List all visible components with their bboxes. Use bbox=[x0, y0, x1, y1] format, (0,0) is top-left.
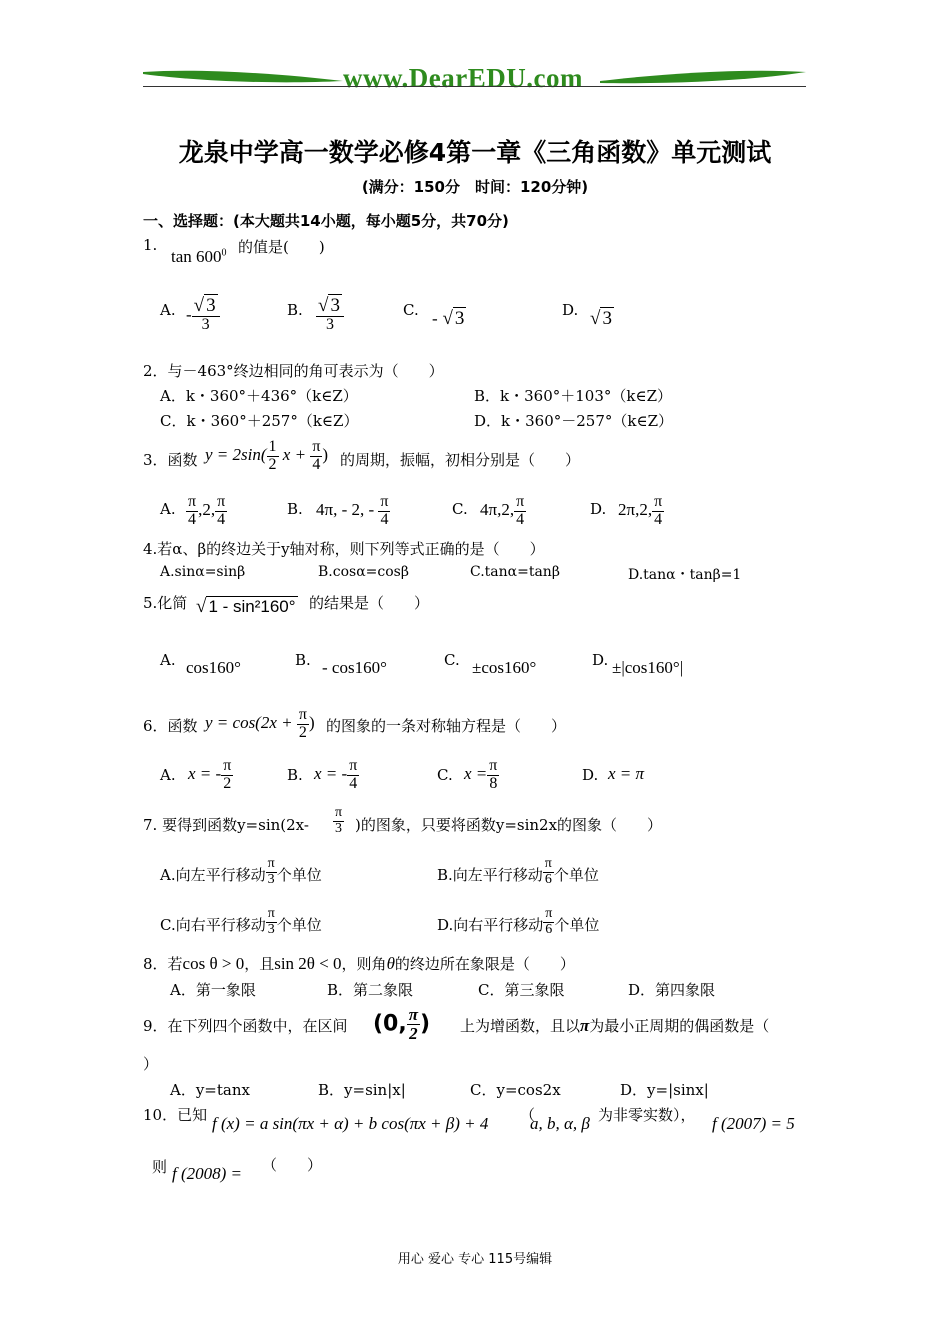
q5-option-a-label: A. bbox=[160, 651, 176, 669]
header-left-swoosh bbox=[143, 64, 343, 88]
page-title: 龙泉中学高一数学必修4第一章《三角函数》单元测试 bbox=[178, 138, 772, 167]
q3-function: y = 2sin( $\frac{1}{2}$ x + $\frac{\pi}{4}$ ) bbox=[205, 438, 329, 473]
q9-close-paren: ） bbox=[143, 1055, 159, 1073]
q9-option-c: C．y=cos2x bbox=[470, 1081, 561, 1099]
q7-prefix: 7. 要得到函数y=sin(2x- bbox=[143, 816, 309, 834]
q2-option-d: D．k・360°－257°（k∈Z） bbox=[474, 412, 673, 430]
q5-option-c-label: C. bbox=[444, 651, 460, 669]
q10-condition: 为非零实数）， bbox=[598, 1106, 696, 1124]
q5-option-c-value: ±cos160° bbox=[472, 658, 537, 677]
q3-option-b-value: 4π, - 2, - $\frac{\pi}{4}$ bbox=[316, 493, 389, 528]
q6-prefix: 6．函数 bbox=[143, 717, 198, 735]
q1-option-b-label: B. bbox=[287, 301, 303, 319]
q1-option-c-value: - √ 3 bbox=[432, 308, 465, 329]
q6-option-b-value: x = - $\frac{\pi}{4}$ bbox=[314, 757, 358, 792]
q10-variables: a, b, α, β bbox=[530, 1114, 590, 1133]
q3-prefix: 3．函数 bbox=[143, 451, 198, 469]
q1-option-b-value: $\frac{√ 3}{3}$ bbox=[316, 296, 344, 334]
header-rule bbox=[143, 86, 806, 87]
q3-option-d-value: 2π,2, $\frac{\pi}{4}$ bbox=[618, 493, 663, 528]
q1-option-a-label: A. bbox=[160, 301, 176, 319]
q5-radical: √ 1 - sin²160° bbox=[196, 596, 296, 617]
q3-suffix: 的周期，振幅，初相分别是（ ） bbox=[340, 451, 581, 469]
q1-stem: 的值是( ) bbox=[238, 238, 325, 256]
q3-option-a-label: A. bbox=[160, 500, 176, 518]
q1-number: 1. bbox=[143, 236, 158, 254]
q6-option-c-label: C. bbox=[437, 766, 453, 784]
q10-prefix: 10．已知 bbox=[143, 1106, 208, 1124]
q3-option-a-value: $\frac{\pi}{4}$ ,2, $\frac{\pi}{4}$ bbox=[188, 493, 226, 528]
q9-option-d: D．y=|sinx| bbox=[620, 1081, 709, 1099]
header-right-swoosh bbox=[600, 64, 806, 88]
q10-blank: （ ） bbox=[262, 1156, 323, 1174]
q6-option-d-label: D. bbox=[582, 766, 599, 784]
q1-option-c-label: C. bbox=[403, 301, 419, 319]
q4-option-a: A.sinα=sinβ bbox=[160, 564, 246, 580]
q10-function: f (x) = a sin(πx + α) + b cos(πx + β) + 4 bbox=[212, 1114, 489, 1133]
q2-option-c: C．k・360°＋257°（k∈Z） bbox=[160, 412, 359, 430]
q2-option-b: B．k・360°＋103°（k∈Z） bbox=[474, 387, 672, 405]
q5-option-d-label: D. bbox=[592, 651, 609, 669]
q6-option-a-label: A. bbox=[160, 766, 176, 784]
q10-ask: f (2008) = bbox=[172, 1164, 243, 1183]
q8-option-c: C．第三象限 bbox=[478, 981, 565, 999]
q6-option-b-label: B. bbox=[287, 766, 303, 784]
q10-paren-open: （ bbox=[520, 1106, 536, 1124]
q5-option-a-value: cos160° bbox=[186, 658, 241, 677]
q8-option-b: B．第二象限 bbox=[327, 981, 414, 999]
q5-option-b-label: B. bbox=[295, 651, 311, 669]
q2-option-a: A．k・360°＋436°（k∈Z） bbox=[160, 387, 358, 405]
q6-option-a-value: x = - $\frac{\pi}{2}$ bbox=[188, 757, 232, 792]
q8-option-d: D．第四象限 bbox=[628, 981, 716, 999]
q6-option-c-value: x = $\frac{\pi}{8}$ bbox=[464, 757, 498, 792]
q2-stem: 2．与－463°终边相同的角可表示为（ ） bbox=[143, 362, 444, 380]
page-footer: 用心 爱心 专心 115号编辑 bbox=[397, 1252, 553, 1267]
q6-option-d-value: x = π bbox=[608, 764, 645, 783]
q9-interval: (0, $\frac{\pi}{2}$ ) bbox=[373, 1005, 431, 1043]
q7-option-c: C.向右平行移动 $\frac{\pi}{3}$ 个单位 bbox=[160, 905, 322, 937]
q4-option-c: C.tanα=tanβ bbox=[470, 564, 560, 580]
q1-expression: $\tan 600^0$ bbox=[171, 247, 227, 266]
q5-suffix: 的结果是（ ） bbox=[309, 594, 430, 612]
q9-prefix: 9．在下列四个函数中，在区间 bbox=[143, 1017, 348, 1035]
q1-option-a-value: - $\frac{√ 3}{3}$ bbox=[186, 296, 220, 334]
q7-option-b: B.向左平行移动 $\frac{\pi}{6}$ 个单位 bbox=[437, 855, 599, 887]
q5-prefix: 5.化简 bbox=[143, 594, 188, 612]
q8-option-a: A．第一象限 bbox=[170, 981, 256, 999]
q7-option-d: D.向右平行移动 $\frac{\pi}{6}$ 个单位 bbox=[437, 905, 600, 937]
q10-given: f (2007) = 5 bbox=[712, 1114, 795, 1133]
page-subtitle: (满分：150分 时间：120分钟) bbox=[361, 178, 589, 196]
section-heading: 一、选择题：(本大题共14小题，每小题5分，共70分) bbox=[143, 212, 509, 230]
q9-option-a: A．y=tanx bbox=[170, 1081, 250, 1099]
q6-suffix: 的图象的一条对称轴方程是（ ） bbox=[326, 717, 567, 735]
q5-option-d-value: ±|cos160°| bbox=[612, 658, 684, 677]
q4-stem: 4.若α、β的终边关于y轴对称，则下列等式正确的是（ ） bbox=[143, 540, 545, 558]
q3-option-b-label: B. bbox=[287, 500, 303, 518]
q7-suffix: )的图象，只要将函数y=sin2x的图象（ ） bbox=[355, 816, 663, 834]
q7-fraction: $\frac{\pi}{3}$ bbox=[335, 805, 343, 836]
q3-option-c-label: C. bbox=[452, 500, 468, 518]
q10-then: 则 bbox=[152, 1158, 168, 1176]
q9-option-b: B．y=sin|x| bbox=[318, 1081, 406, 1099]
q5-option-b-value: - cos160° bbox=[322, 658, 387, 677]
q1-option-d-value: √ 3 bbox=[590, 308, 612, 329]
q4-option-d: D.tanα・tanβ=1 bbox=[628, 567, 742, 583]
q4-option-b: B.cosα=cosβ bbox=[318, 564, 409, 580]
site-logo: www.DearEDU.com bbox=[343, 63, 583, 93]
q1-option-d-label: D. bbox=[562, 301, 579, 319]
q3-option-d-label: D. bbox=[590, 500, 607, 518]
q7-option-a: A.向左平行移动 $\frac{\pi}{3}$ 个单位 bbox=[160, 855, 322, 887]
q9-middle: 上为增函数，且以π为最小正周期的偶函数是（ bbox=[460, 1016, 770, 1035]
q6-function: y = cos(2x + $\frac{\pi}{2}$ ) bbox=[205, 706, 315, 741]
q3-option-c-value: 4π,2, $\frac{\pi}{4}$ bbox=[480, 493, 525, 528]
q8-stem: 8．若cos θ > 0，且sin 2θ < 0，则角θ的终边所在象限是（ ） bbox=[143, 954, 575, 973]
